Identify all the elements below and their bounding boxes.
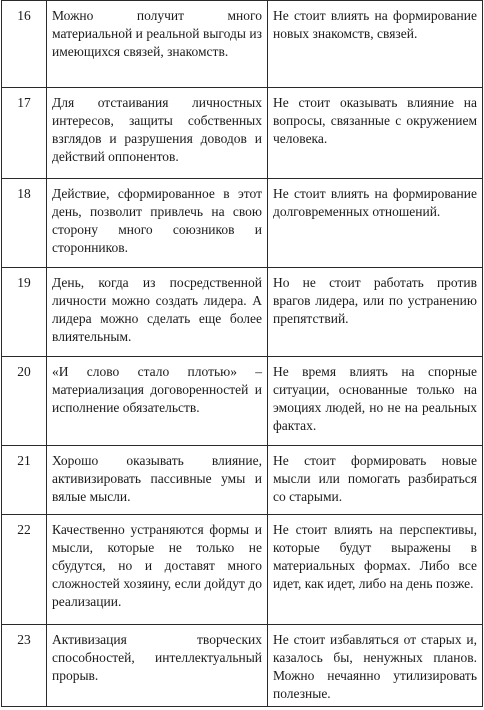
caution-cell: Не стоит влиять на перспективы, которые будут выражены в материальных формах. Либо все идет, как идет, либо на день позже. xyxy=(268,515,483,625)
favorable-cell: Активизация творческих способностей, интеллектуальный прорыв. xyxy=(47,625,268,707)
day-number-cell: 19 xyxy=(2,268,47,357)
lunar-day-table xyxy=(1,0,483,707)
favorable-cell: Можно получит много материальной и реальной выгоды из имеющихся связей, знакомств. xyxy=(47,1,268,88)
day-number-cell: 21 xyxy=(2,446,47,515)
day-number-cell: 16 xyxy=(2,1,47,88)
caution-cell: Не стоит формировать новые мысли или помогать разбираться со старыми. xyxy=(268,446,483,515)
table-row xyxy=(2,625,483,707)
favorable-cell: Качественно устраняются формы и мысли, которые не только не сбудутся, но и доставят много сложностей хозяину, если дойдут до реализации. xyxy=(47,515,268,625)
caution-cell: Не стоит избавляться от старых и, казалось бы, ненужных планов. Можно нечаянно утилизировать полезные. xyxy=(268,625,483,707)
favorable-cell: «И слово стало плотью» – материализация договоренностей и исполнение обязательств. xyxy=(47,357,268,446)
caution-cell: Не время влиять на спорные ситуации, основанные только на эмоциях людей, но не на реальных фактах. xyxy=(268,357,483,446)
favorable-cell: Хорошо оказывать влияние, активизировать пассивные умы и вялые мысли. xyxy=(47,446,268,515)
favorable-cell: Действие, сформированное в этот день, позволит привлечь на свою сторону много союзников и сторонников. xyxy=(47,179,268,268)
caution-cell: Не стоит влиять на формирование долговременных отношений. xyxy=(268,179,483,268)
caution-cell: Не стоит оказывать влияние на вопросы, связанные с окружением человека. xyxy=(268,88,483,179)
day-number-cell: 23 xyxy=(2,625,47,707)
table-row xyxy=(2,515,483,625)
table-row xyxy=(2,179,483,268)
table-row xyxy=(2,357,483,446)
table-row xyxy=(2,88,483,179)
table-row xyxy=(2,446,483,515)
table-row xyxy=(2,1,483,88)
table-row xyxy=(2,268,483,357)
favorable-cell: День, когда из посредственной личности можно создать лидера. А лидера можно сделать еще более влиятельным. xyxy=(47,268,268,357)
day-number-cell: 22 xyxy=(2,515,47,625)
caution-cell: Не стоит влиять на формирование новых знакомств, связей. xyxy=(268,1,483,88)
day-number-cell: 18 xyxy=(2,179,47,268)
day-number-cell: 17 xyxy=(2,88,47,179)
day-number-cell: 20 xyxy=(2,357,47,446)
favorable-cell: Для отстаивания личностных интересов, защиты собственных взглядов и разрушения доводов и действий оппонентов. xyxy=(47,88,268,179)
caution-cell: Но не стоит работать против врагов лидера, или по устранению препятствий. xyxy=(268,268,483,357)
